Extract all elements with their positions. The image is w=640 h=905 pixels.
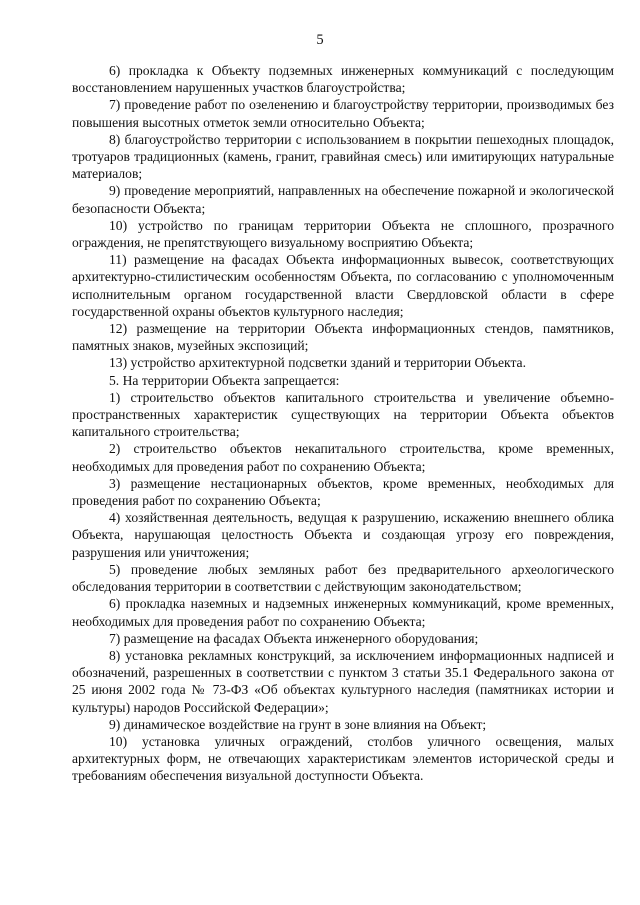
page-number: 5 <box>316 32 324 48</box>
prohibition-item-3: 3) размещение нестационарных объектов, кроме временных, необходимых для проведения работ по сохранению Объекта; <box>72 475 614 509</box>
document-body <box>72 62 614 785</box>
prohibition-item-8: 8) установка рекламных конструкций, за исключением информационных надписей и обозначений, разрешенных в соответствии с пунктом 3 статьи 35.1 Федерального закона от 25 июня 2002 года № 73-ФЗ «Об объектах культурного наследия (памятниках истории и культуры) народов Российской Федерации»; <box>72 647 614 715</box>
paragraph-item-8: 8) благоустройство территории с использованием в покрытии пешеходных площадок, тротуаров традиционных (камень, гранит, гравийная смесь) или имитирующих натуральные материалов; <box>72 131 614 182</box>
prohibition-item-7: 7) размещение на фасадах Объекта инженерного оборудования; <box>109 630 479 646</box>
prohibition-item-5: 5) проведение любых земляных работ без предварительного археологического обследования территории в соответствии с действующим законодательством; <box>72 561 614 595</box>
paragraph-item-11: 11) размещение на фасадах Объекта информационных вывесок, соответствующих архитектурно-стилистическим особенностям Объекта, по согласованию с уполномоченным исполнительным органом государственной власти Свердловской области в сфере государственной охраны объектов культурного наследия; <box>72 252 614 319</box>
paragraph-item-6: 6) прокладка к Объекту подземных инженерных коммуникаций с последующим восстановлением нарушенных участков благоустройства; <box>72 63 614 96</box>
prohibition-item-6: 6) прокладка наземных и надземных инженерных коммуникаций, кроме временных, необходимых для проведения работ по сохранению Объекта; <box>72 596 614 629</box>
prohibition-item-4: 4) хозяйственная деятельность, ведущая к разрушению, искажению внешнего облика Объекта, нарушающая целостность Объекта и создающая угрозу его повреждения, разрушения или уничтожения; <box>72 510 614 560</box>
paragraph-item-13: 13) устройство архитектурной подсветки зданий и территории Объекта. <box>109 355 526 371</box>
prohibition-item-10: 10) установка уличных ограждений, столбов уличного освещения, малых архитектурных форм, не отвечающих характеристикам элементов исторической среды и требованиям обеспечения визуальной доступности Объекта. <box>72 733 614 784</box>
paragraph-item-12: 12) размещение на территории Объекта информационных стендов, памятников, памятных знаков, музейных экспозиций; <box>72 321 614 354</box>
section-5-heading: 5. На территории Объекта запрещается: <box>109 372 340 388</box>
paragraph-item-7: 7) проведение работ по озеленению и благоустройству территории, производимых без повышения высотных отметок земли относительно Объекта; <box>72 97 614 130</box>
paragraph-item-10: 10) устройство по границам территории Объекта не сплошного, прозрачного ограждения, не препятствующего визуальному восприятию Объекта; <box>72 217 614 251</box>
prohibition-item-9: 9) динамическое воздействие на грунт в зоне влияния на Объект; <box>109 716 487 732</box>
prohibition-item-1: 1) строительство объектов капитального строительства и увеличение объемно-пространственных характеристик существующих на территории Объекта объектов капитального строительства; <box>72 389 614 440</box>
paragraph-item-9: 9) проведение мероприятий, направленных на обеспечение пожарной и экологической безопасности Объекта; <box>72 183 614 216</box>
prohibition-item-2: 2) строительство объектов некапитального строительства, кроме временных, необходимых для проведения работ по сохранению Объекта; <box>72 441 614 474</box>
